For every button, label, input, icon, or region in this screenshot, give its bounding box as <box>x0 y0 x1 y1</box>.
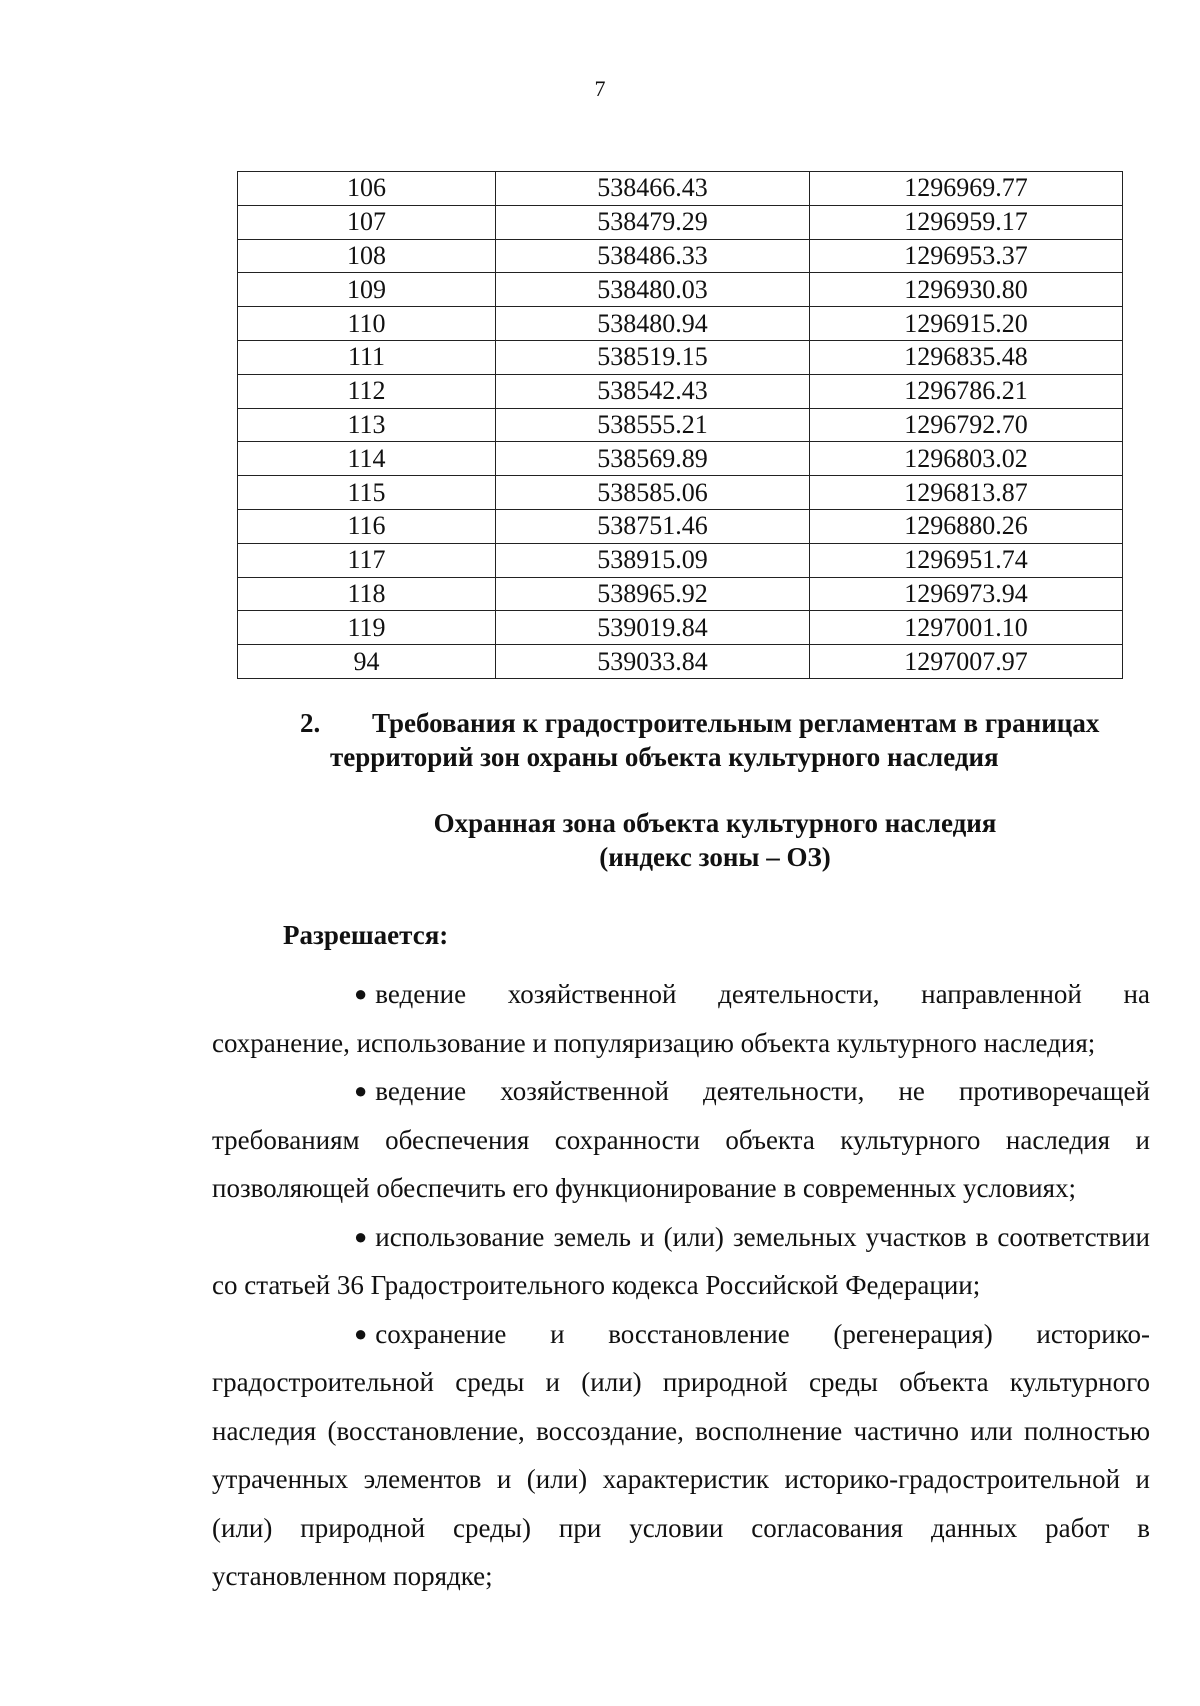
allowed-list <box>212 970 1150 1601</box>
point-number-cell: 109 <box>238 273 496 307</box>
table-row <box>238 374 1123 408</box>
x-coordinate-cell: 538479.29 <box>496 205 810 239</box>
point-number-cell: 111 <box>238 340 496 374</box>
table-row <box>238 645 1123 679</box>
bullet-icon: ● <box>354 1078 368 1103</box>
point-number-cell: 114 <box>238 442 496 476</box>
coordinates-table <box>237 171 1123 679</box>
x-coordinate-cell: 538915.09 <box>496 543 810 577</box>
point-number-cell: 106 <box>238 172 496 206</box>
x-coordinate-cell: 538542.43 <box>496 374 810 408</box>
point-number-cell: 119 <box>238 611 496 645</box>
x-coordinate-cell: 539019.84 <box>496 611 810 645</box>
section-title-line1: Требования к градостроительным регламентам в границах <box>372 708 1100 738</box>
coordinates-table-body <box>238 172 1123 679</box>
table-row <box>238 307 1123 341</box>
bullet-icon: ● <box>354 1223 368 1249</box>
x-coordinate-cell: 538519.15 <box>496 340 810 374</box>
y-coordinate-cell: 1296915.20 <box>810 307 1123 341</box>
y-coordinate-cell: 1296835.48 <box>810 340 1123 374</box>
page-number: 7 <box>594 76 606 101</box>
bullet-icon: ● <box>354 1320 368 1346</box>
table-row <box>238 239 1123 273</box>
point-number-cell: 113 <box>238 408 496 442</box>
x-coordinate-cell: 538480.03 <box>496 273 810 307</box>
x-coordinate-cell: 538965.92 <box>496 577 810 611</box>
zone-title-line1: Охранная зона объекта культурного наследия <box>433 808 997 838</box>
x-coordinate-cell: 539033.84 <box>496 645 810 679</box>
point-number-cell: 108 <box>238 239 496 273</box>
y-coordinate-cell: 1296969.77 <box>810 172 1123 206</box>
table-row <box>238 205 1123 239</box>
x-coordinate-cell: 538486.33 <box>496 239 810 273</box>
section-heading <box>300 706 1160 774</box>
zone-title-line2: (индекс зоны – ОЗ) <box>599 842 831 872</box>
list-item <box>212 970 1150 1067</box>
list-item-text: сохранение и восстановление (регенерация) историко-градостроительной среды и (или) природной среды объекта культурного наследия (восстановление, воссоздание, восполнение частично или полностью утраченных элементов и (или) характеристик историко-градостроительной и (или) природной среды) при условии согласования данных работ в установленном порядке; <box>212 1318 1150 1591</box>
point-number-cell: 117 <box>238 543 496 577</box>
list-item-text: ведение хозяйственной деятельности, не противоречащей требованиям обеспечения сохранности объекта культурного наследия и позволяющей обеспечить его функционирование в современных условиях; <box>212 1076 1150 1203</box>
point-number-cell: 115 <box>238 476 496 510</box>
point-number-cell: 112 <box>238 374 496 408</box>
list-item-text: ведение хозяйственной деятельности, направленной на сохранение, использование и популяризацию объекта культурного наследия; <box>212 979 1150 1058</box>
section-number: 2. <box>300 708 321 738</box>
point-number-cell: 110 <box>238 307 496 341</box>
zone-title <box>300 806 1130 874</box>
y-coordinate-cell: 1296786.21 <box>810 374 1123 408</box>
y-coordinate-cell: 1296953.37 <box>810 239 1123 273</box>
x-coordinate-cell: 538480.94 <box>496 307 810 341</box>
x-coordinate-cell: 538466.43 <box>496 172 810 206</box>
y-coordinate-cell: 1296930.80 <box>810 273 1123 307</box>
table-row <box>238 273 1123 307</box>
table-row <box>238 509 1123 543</box>
list-item <box>212 1310 1150 1601</box>
y-coordinate-cell: 1296813.87 <box>810 476 1123 510</box>
point-number-cell: 107 <box>238 205 496 239</box>
x-coordinate-cell: 538555.21 <box>496 408 810 442</box>
y-coordinate-cell: 1297001.10 <box>810 611 1123 645</box>
table-row <box>238 611 1123 645</box>
section-title-line2: территорий зон охраны объекта культурного наследия <box>330 742 999 772</box>
table-row <box>238 408 1123 442</box>
y-coordinate-cell: 1296959.17 <box>810 205 1123 239</box>
list-item <box>212 1067 1150 1213</box>
point-number-cell: 118 <box>238 577 496 611</box>
y-coordinate-cell: 1296803.02 <box>810 442 1123 476</box>
table-row <box>238 442 1123 476</box>
table-row <box>238 476 1123 510</box>
point-number-cell: 116 <box>238 509 496 543</box>
list-item <box>212 1213 1150 1310</box>
y-coordinate-cell: 1296792.70 <box>810 408 1123 442</box>
table-row <box>238 577 1123 611</box>
y-coordinate-cell: 1297007.97 <box>810 645 1123 679</box>
bullet-icon: ● <box>354 981 368 1006</box>
x-coordinate-cell: 538751.46 <box>496 509 810 543</box>
y-coordinate-cell: 1296973.94 <box>810 577 1123 611</box>
point-number-cell: 94 <box>238 645 496 679</box>
table-row <box>238 543 1123 577</box>
list-item-text: использование земель и (или) земельных участков в соответствии со статьей 36 Градостроительного кодекса Российской Федерации; <box>212 1221 1150 1300</box>
x-coordinate-cell: 538569.89 <box>496 442 810 476</box>
y-coordinate-cell: 1296951.74 <box>810 543 1123 577</box>
table-row <box>238 172 1123 206</box>
allowed-label: Разрешается: <box>283 920 449 950</box>
y-coordinate-cell: 1296880.26 <box>810 509 1123 543</box>
table-row <box>238 340 1123 374</box>
x-coordinate-cell: 538585.06 <box>496 476 810 510</box>
